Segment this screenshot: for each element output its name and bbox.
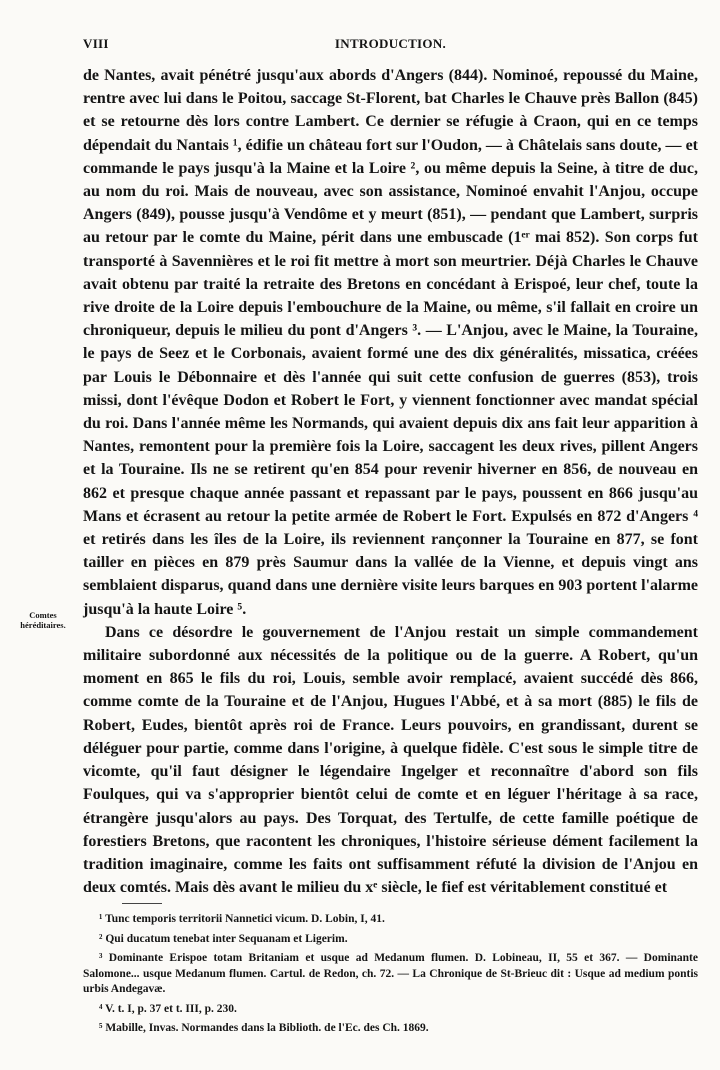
footnote: ⁵ Mabille, Invas. Normandes dans la Biblioth. de l'Ec. des Ch. 1869. xyxy=(99,1022,429,1034)
footnote: ² Qui ducatum tenebat inter Sequanam et Ligerim. xyxy=(99,932,348,945)
paragraph: Dans ce désordre le gouvernement de l'Anjou restait un simple commandement militaire subordonné aux nécessités de la politique ou de la guerre. A Robert, qu'un moment en 865 le fils du roi, Louis, semble avoir remplacé, avaient succédé dès 866, comme comte de la Touraine et de l'Anjou, Hugues l'Abbé, et à sa mort (885) le fils de Robert, Eudes, bientôt après roi de France. Leurs pouvoirs, en grandissant, durent se déléguer pour partie, comme dans l'origine, à quelque fidèle. C'est sous le simple titre de vicomte, qu'il faut désigner le légendaire Ingelger et reconnaître d'abord son fils Foulques, qui va s'approprier bientôt celui de comte et en léguer l'héritage à sa race, étrangère jusqu'alors au pays. Des Torquat, des Tertulfe, de cette famille poétique de forestiers Bretons, que racontent les chroniques, l'histoire sérieuse dément facilement la tradition imaginaire, comme les faits ont suffisamment réfuté la division de l'Anjou en deux comtés. Mais dès avant le milieu du xᵉ siècle, le fief est véritablement constitué et xyxy=(83,623,698,897)
footnote: ⁴ V. t. I, p. 37 et t. III, p. 230. xyxy=(99,1002,237,1015)
body-text xyxy=(83,64,698,899)
running-title: INTRODUCTION. xyxy=(334,36,447,51)
margin-note: Comtes héréditaires. xyxy=(20,610,66,630)
footnote: ¹ Tunc temporis territorii Nannetici vicum. D. Lobin, I, 41. xyxy=(99,913,385,925)
page-header xyxy=(83,36,698,54)
page-number: VIII xyxy=(83,36,109,51)
footnote: ³ Dominante Erispoe totam Britaniam et usque ad Medanum flumen. D. Lobineau, II, 55 et 367. — Dominante Salomone... usque Medanum flumen. Cartul. de Redon, ch. 72. — La Chronique de St-Brieuc dit : Usque ad medium pontis urbis Andegavæ. xyxy=(83,952,698,995)
footnotes xyxy=(83,912,698,1041)
footnote-rule xyxy=(122,903,162,904)
paragraph: de Nantes, avait pénétré jusqu'aux abords d'Angers (844). Nominoé, repoussé du Maine, rentre avec lui dans le Poitou, saccage St-Florent, bat Charles le Chauve près Ballon (845) et se retourne dès lors contre Lambert. Ce dernier se réfugie à Craon, qui en ce temps dépendait du Nantais ¹, édifie un château fort sur l'Oudon, — à Châtelais sans doute, — et commande le pays jusqu'à la Maine et la Loire ², ou même depuis la Seine, à titre de duc, au nom du roi. Mais de nouveau, avec son assistance, Nominoé envahit l'Anjou, occupe Angers (849), pousse jusqu'à Vendôme et y meurt (851), — pendant que Lambert, surpris au retour par le comte du Maine, périt dans une embuscade (1ᵉʳ mai 852). Son corps fut transporté à Savennières et le roi fit mettre à mort son meurtrier. Déjà Charles le Chauve avait obtenu par traité la retraite des Bretons en concédant à Erispoé, leur chef, toute la rive droite de la Loire depuis l'embouchure de la Maine, ou même, s'il fallait en croire un chroniqueur, depuis le milieu du pont d'Angers ³. — L'Anjou, avec le Maine, la Touraine, le pays de Seez et le Corbonais, avaient formé une des dix généralités, missatica, créées par Louis le Débonnaire et dès l'année qui suit cette confusion de guerres (853), trois missi, dont l'évêque Dodon et Robert le Fort, y viennent fonctionner avec mandat spécial du roi. Dans l'année même les Normands, qui avaient depuis dix ans fait leur apparition à Nantes, remontent pour la première fois la Loire, saccagent les deux rives, pillent Angers et la Touraine. Ils ne se retirent qu'en 854 pour revenir hiverner en 856, de nouveau en 862 et presque chaque année passant et repassant par le pays, poussent en 866 jusqu'au Mans et écrasent au retour la petite armée de Robert le Fort. Expulsés en 872 d'Angers ⁴ et retirés dans les îles de la Loire, ils reviennent rançonner la Touraine en 877, se font tailler en pièces en 879 près Saumur dans la vallée de la Vienne, et depuis vingt ans semblaient disparus, quand dans une dernière visite leurs barques en 903 portent l'alarme jusqu'à la haute Loire ⁵. xyxy=(83,67,698,618)
